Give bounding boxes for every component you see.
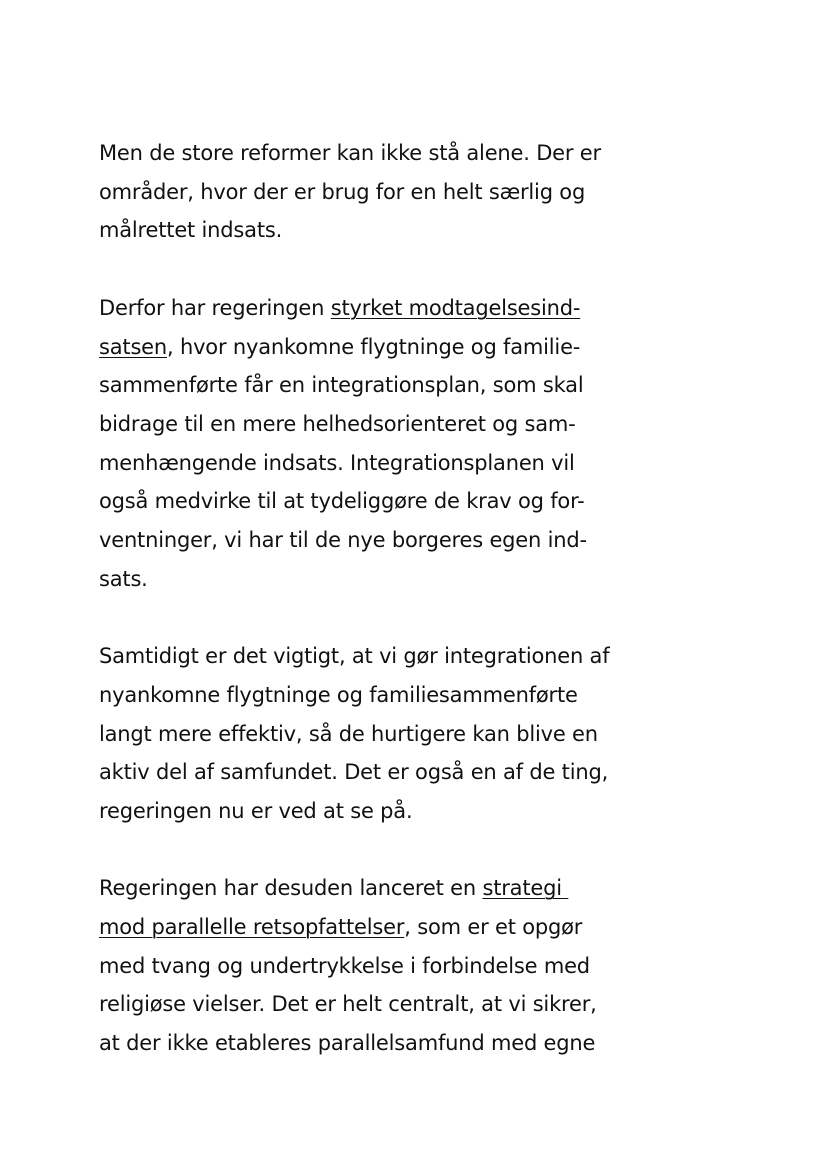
text-run: Derfor har regeringen xyxy=(99,295,331,320)
text-line xyxy=(99,985,659,1024)
text-run: målrettet indsats. xyxy=(99,218,283,243)
text-run: Men de store reformer kan ikke stå alene. Der er xyxy=(99,141,601,165)
text-line xyxy=(99,328,659,367)
link-styrket-modtagelsesindsatsen[interactable]: styrket modtagelsesind- xyxy=(330,295,581,320)
text-run: , som er et opgør xyxy=(404,915,583,940)
text-line xyxy=(99,211,659,250)
text-run: sats. xyxy=(99,566,148,591)
text-line xyxy=(99,908,659,947)
text-run: aktiv del af samfundet. Det er også en af de ting, xyxy=(99,760,609,785)
text-line xyxy=(99,715,659,754)
text-line xyxy=(99,134,659,173)
link-strategi-parallelle-retsopfattelser[interactable]: mod parallelle retsopfattelser xyxy=(99,915,405,940)
text-line xyxy=(99,560,659,599)
text-line xyxy=(99,366,659,405)
text-line xyxy=(99,482,659,521)
text-run: områder, hvor der er brug for en helt særlig og xyxy=(99,179,586,204)
link-strategi-parallelle-retsopfattelser[interactable]: strategi xyxy=(482,876,569,901)
text-line xyxy=(99,405,659,444)
text-line xyxy=(99,947,659,986)
text-line xyxy=(99,444,659,483)
text-line xyxy=(99,869,659,908)
document-body xyxy=(99,134,659,1063)
text-run: sammenførte får en integrationsplan, som skal xyxy=(99,373,584,398)
paragraph xyxy=(99,134,659,250)
text-run: med tvang og undertrykkelse i forbindelse med xyxy=(99,953,590,978)
text-line xyxy=(99,173,659,212)
text-run: religiøse vielser. Det er helt centralt, at vi sikrer, xyxy=(99,992,597,1017)
paragraph xyxy=(99,289,659,599)
text-run: Samtidigt er det vigtigt, at vi gør integrationen af xyxy=(99,644,610,669)
paragraph xyxy=(99,637,659,831)
text-run: ventninger, vi har til de nye borgeres egen ind- xyxy=(99,528,587,553)
text-run: menhængende indsats. Integrationsplanen vil xyxy=(99,450,575,475)
text-line xyxy=(99,753,659,792)
link-styrket-modtagelsesindsatsen[interactable]: satsen xyxy=(99,334,168,359)
text-line xyxy=(99,637,659,676)
text-run: også medvirke til at tydeliggøre de krav og for- xyxy=(99,489,585,514)
text-run: regeringen nu er ved at se på. xyxy=(99,798,413,823)
paragraph xyxy=(99,869,659,1063)
text-line xyxy=(99,289,659,328)
text-run: bidrage til en mere helhedsorienteret og sam- xyxy=(99,411,576,436)
text-run: Regeringen har desuden lanceret en xyxy=(99,876,483,901)
text-line xyxy=(99,676,659,715)
text-run: nyankomne flygtninge og familiesammenførte xyxy=(99,682,578,707)
text-run: , hvor nyankomne flygtninge og familie- xyxy=(167,334,581,359)
text-line xyxy=(99,1024,659,1063)
text-run: at der ikke etableres parallelsamfund med egne xyxy=(99,1031,596,1056)
text-line xyxy=(99,521,659,560)
text-line xyxy=(99,792,659,831)
text-run: langt mere effektiv, så de hurtigere kan blive en xyxy=(99,721,598,746)
